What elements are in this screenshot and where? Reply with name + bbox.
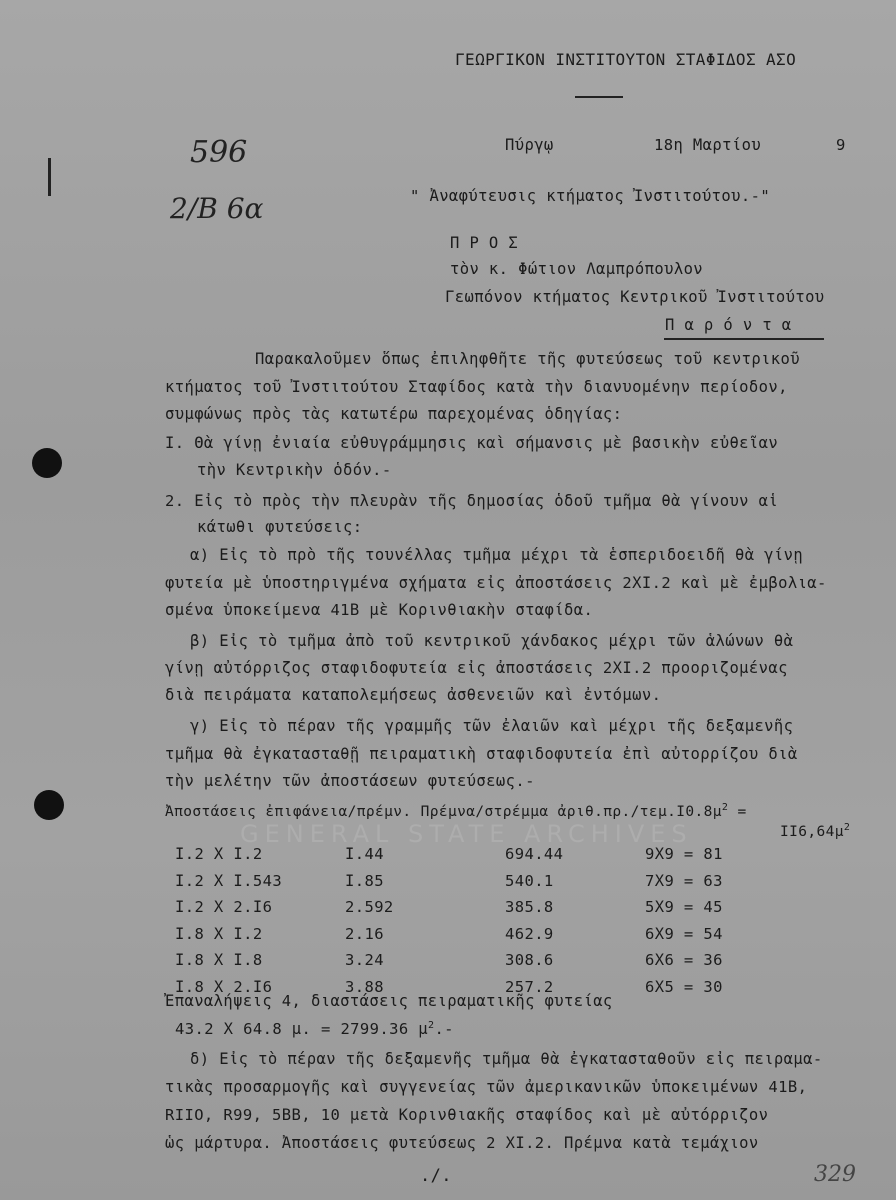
item2-line2: κάτωθι φυτεύσεις:	[197, 518, 363, 536]
place: Πύργῳ	[505, 136, 554, 154]
table-cell-dist: Ι.8 Χ Ι.2	[175, 924, 263, 943]
item-a-line1: α) Εἰς τὸ πρὸ τῆς τουνέλλας τμῆμα μέχρι τὰ ἑσπεριδοειδῆ θὰ γίνῃ	[190, 546, 804, 564]
institute-header: ΓΕΩΡΓΙΚΟΝ ΙΝΣΤΙΤΟΥΤΟΝ ΣΤΑΦΙΔΟΣ ΑΣΟ	[455, 50, 797, 69]
item-d-line1: δ) Εἰς τὸ πέραν τῆς δεξαμενῆς τμῆμα θὰ ἐγκατασταθοῦν εἰς πειραμα-	[190, 1050, 823, 1068]
item-b-line3: διὰ πειράματα καταπολεμήσεως ἀσθενειῶν καὶ ἐντόμων.	[165, 686, 662, 704]
handwritten-reference: 2/Β 6α	[170, 192, 264, 225]
table-cell-per_str: 540.1	[505, 871, 554, 890]
table-cell-per_str: 694.44	[505, 845, 564, 863]
table-cell-area: 3.88	[345, 977, 384, 996]
repetitions-sup: 2	[428, 1020, 435, 1031]
recipient-title: Γεωπόνον κτήματος Κεντρικοῦ Ἰνστιτούτου	[445, 288, 825, 306]
body-p1-line1: Παρακαλοῦμεν ὅπως ἐπιληφθῆτε τῆς φυτεύσεως τοῦ κεντρικοῦ	[255, 350, 800, 368]
item-d-line3: RIIO, R99, 5ΒΒ, 10 μετὰ Κορινθιακῆς σταφίδος καὶ μὲ αὐτόρριζον	[165, 1106, 769, 1124]
table-cell-count: 9Χ9 = 81	[645, 845, 723, 863]
repetitions-line2	[175, 1020, 454, 1038]
margin-tick	[48, 158, 51, 196]
handwritten-number: 596	[190, 135, 248, 170]
table-header	[165, 802, 747, 820]
table-cell-area: Ι.44	[345, 845, 384, 863]
item-a-line3: σμένα ὑποκείμενα 41Β μὲ Κορινθιακὴν σταφίδα.	[165, 601, 594, 619]
recipient-pros: Π Ρ Ο Σ	[450, 234, 519, 252]
recipient-present: Π α ρ ό ν τ α	[665, 316, 792, 334]
year-digit: 9	[836, 136, 846, 154]
table-cell-area: 3.24	[345, 951, 384, 969]
item-b-line2: γίνῃ αὐτόρριζος σταφιδοφυτεία εἰς ἀποστάσεις 2ΧΙ.2 προοριζομένας	[165, 659, 788, 677]
table-cell-area: 2.16	[345, 924, 384, 943]
table-cell-area: 2.592	[345, 898, 394, 916]
body-p1-line2: κτήματος τοῦ Ἰνστιτούτου Σταφίδος κατὰ τὴν διανυομένην περίοδον,	[165, 378, 788, 396]
binder-hole-top	[32, 448, 62, 478]
table-cell-per_str: 308.6	[505, 951, 554, 969]
table-cell-count: 7Χ9 = 63	[645, 871, 723, 890]
item-g-line2: τμῆμα θὰ ἐγκατασταθῇ πειραματικὴ σταφιδοφυτεία ἐπὶ αὐτορρίζου διὰ	[165, 745, 798, 763]
subject-line: " Ἀναφύτευσις κτήματος Ἰνστιτούτου.-"	[410, 187, 771, 205]
recipient-name: τὸν κ. Φώτιον Λαμπρόπουλον	[450, 260, 704, 278]
table-cell-dist: Ι.2 Χ 2.Ι6	[175, 898, 273, 916]
archive-page-number: 329	[814, 1162, 856, 1187]
table-header-eq: =	[737, 803, 747, 820]
table-header-line2-text: ΙΙ6,64μ	[780, 823, 844, 840]
table-cell-dist: Ι.2 Χ Ι.543	[175, 871, 283, 890]
item-d-line4: ὡς μάρτυρα. Ἀποστάσεις φυτεύσεως 2 ΧΙ.2. Πρέμνα κατὰ τεμάχιον	[165, 1134, 759, 1152]
item1-line1: Ι. Θὰ γίνῃ ἐνιαία εὐθυγράμμησις καὶ σήμανσις μὲ βασικὴν εὐθεῖαν	[165, 434, 779, 452]
table-cell-dist: Ι.8 Χ Ι.8	[175, 951, 263, 969]
table-cell-count: 6Χ9 = 54	[645, 924, 723, 943]
page-continuation-mark: ./.	[420, 1166, 452, 1186]
header-underline	[575, 96, 623, 98]
table-cell-count: 6Χ5 = 30	[645, 977, 723, 996]
binder-hole-bottom	[34, 790, 64, 820]
table-cell-dist: Ι.8 Χ 2.Ι6	[175, 977, 273, 996]
date: 18η Μαρτίου	[654, 136, 762, 154]
table-cell-per_str: 462.9	[505, 924, 554, 943]
item-b-line1: β) Εἰς τὸ τμῆμα ἀπὸ τοῦ κεντρικοῦ χάνδακος μέχρι τῶν ἁλώνων θὰ	[190, 632, 794, 650]
repetitions-end: .-	[434, 1020, 454, 1039]
archive-watermark: GENERAL STATE ARCHIVES	[240, 820, 693, 848]
body-p1-line3: συμφώνως πρὸς τὰς κατωτέρω παρεχομένας ὁδηγίας:	[165, 405, 623, 423]
table-header-sup: 2	[721, 802, 729, 813]
table-header-line2	[780, 822, 850, 840]
recipient-underline	[664, 338, 824, 340]
table-cell-count: 6Χ6 = 36	[645, 951, 723, 969]
item-g-line1: γ) Εἰς τὸ πέραν τῆς γραμμῆς τῶν ἐλαιῶν καὶ μέχρι τῆς δεξαμενῆς	[190, 717, 794, 735]
table-cell-per_str: 257.2	[505, 977, 554, 996]
item-d-line2: τικὰς προσαρμογῆς καὶ συγγενείας τῶν ἀμερικανικῶν ὑποκειμένων 41Β,	[165, 1078, 808, 1096]
repetitions-value: 43.2 Χ 64.8 μ. = 2799.36 μ	[175, 1020, 429, 1039]
table-cell-per_str: 385.8	[505, 898, 554, 916]
item2-line1: 2. Εἰς τὸ πρὸς τὴν πλευρὰν τῆς δημοσίας ὁδοῦ τμῆμα θὰ γίνουν αἱ	[165, 492, 779, 510]
repetitions-line1: Ἐπαναλήψεις 4, διαστάσεις πειραματικῆς φυτείας	[165, 992, 613, 1010]
table-header-text: Ἀποστάσεις ἐπιφάνεια/πρέμν. Πρέμνα/στρέμμα ἀριθ.πρ./τεμ.Ι0.8μ	[165, 803, 722, 820]
table-cell-area: Ι.85	[345, 871, 384, 890]
table-cell-dist: Ι.2 Χ Ι.2	[175, 845, 263, 863]
item-a-line2: φυτεία μὲ ὑποστηριγμένα σχήματα εἰς ἀποστάσεις 2ΧΙ.2 καὶ μὲ ἐμβολια-	[165, 574, 827, 592]
table-header-line2-sup: 2	[843, 822, 851, 833]
table-cell-count: 5Χ9 = 45	[645, 898, 723, 916]
item1-line2: τὴν Κεντρικὴν ὁδόν.-	[197, 461, 392, 479]
item-g-line3: τὴν μελέτην τῶν ἀποστάσεων φυτεύσεως.-	[165, 772, 535, 790]
